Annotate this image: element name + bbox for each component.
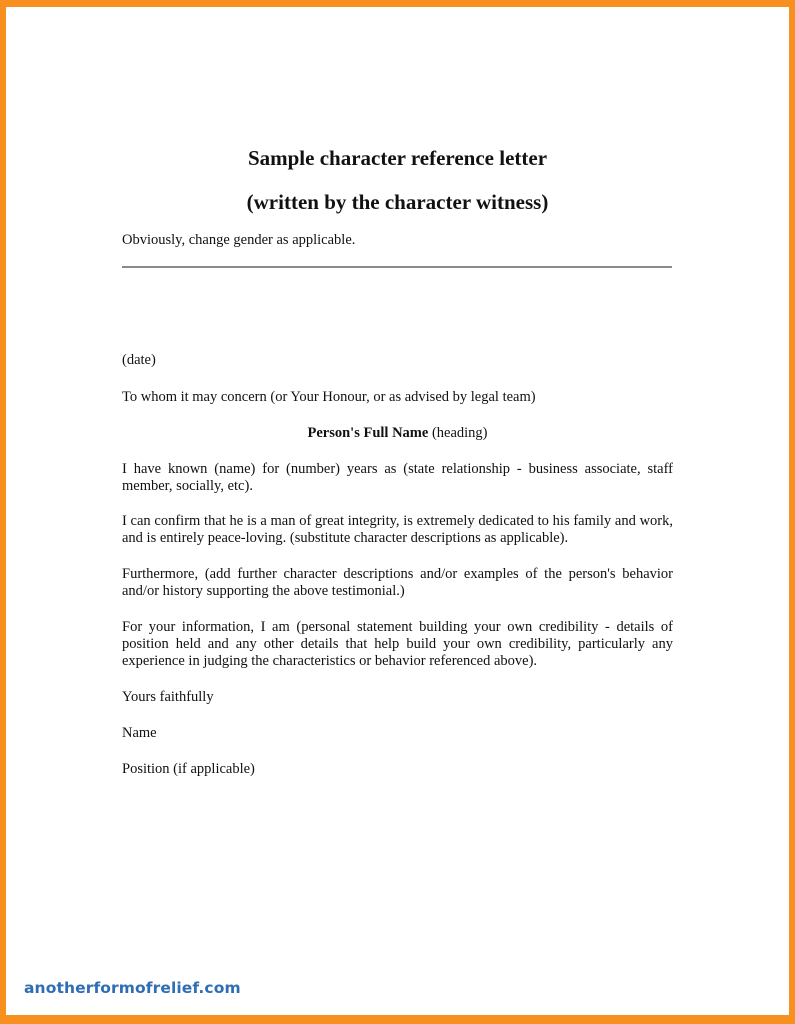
date-line: (date) — [122, 352, 156, 368]
signature-name: Name — [122, 725, 157, 741]
site-watermark: anotherformofrelief.com — [24, 979, 241, 997]
document-title: Sample character reference letter — [247, 146, 548, 170]
instruction-note: Obviously, change gender as applicable. — [122, 232, 356, 248]
horizontal-divider — [122, 266, 672, 268]
document-subtitle: (written by the character witness) — [246, 190, 549, 214]
person-heading — [122, 425, 673, 442]
heading-suffix: (heading) — [428, 425, 488, 441]
closing: Yours faithfully — [122, 689, 214, 705]
person-name-placeholder: Person's Full Name — [307, 425, 429, 441]
signature-position: Position (if applicable) — [122, 761, 255, 777]
paragraph-further-descriptions: Furthermore, (add further character descriptions and/or examples of the person's behavior and/or history supporting the above testimonial.) — [122, 566, 673, 599]
paragraph-relationship: I have known (name) for (number) years as (state relationship - business associate, staff member, socially, etc). — [122, 461, 673, 494]
paragraph-integrity: I can confirm that he is a man of great integrity, is extremely dedicated to his family and work, and is entirely peace-loving. (substitute character descriptions as applicable). — [122, 513, 673, 546]
paragraph-credibility: For your information, I am (personal statement building your own credibility - details of position held and any other details that help build your own credibility, particularly any experience in judging the characteristics or behavior referenced above). — [122, 619, 673, 669]
salutation: To whom it may concern (or Your Honour, or as advised by legal team) — [122, 389, 536, 405]
